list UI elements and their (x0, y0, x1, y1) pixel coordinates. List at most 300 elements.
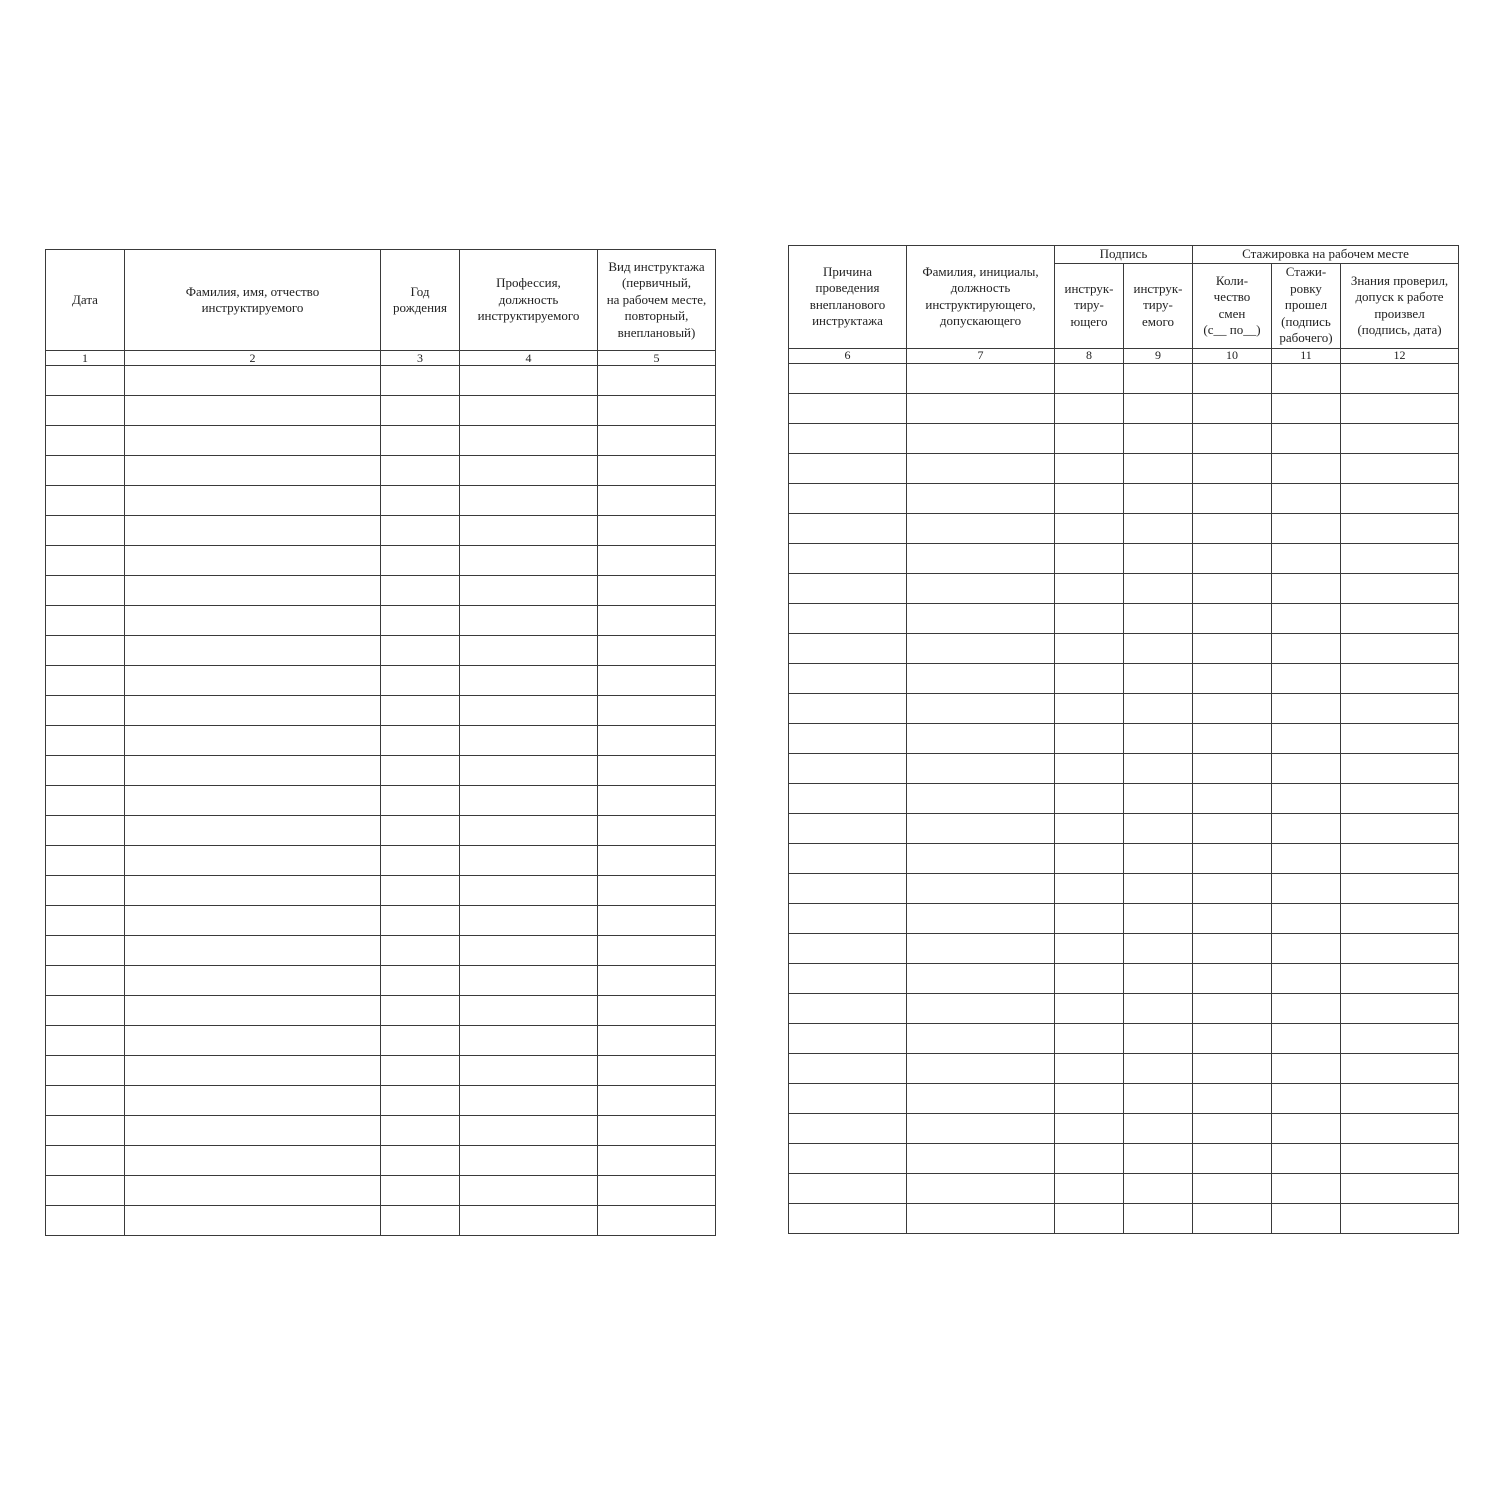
entry-cell[interactable] (789, 813, 907, 843)
entry-cell[interactable] (789, 783, 907, 813)
entry-cell[interactable] (1272, 723, 1341, 753)
entry-cell[interactable] (1124, 1203, 1193, 1233)
entry-cell[interactable] (46, 966, 125, 996)
entry-cell[interactable] (381, 1056, 460, 1086)
entry-cell[interactable] (598, 756, 716, 786)
entry-cell[interactable] (907, 843, 1055, 873)
entry-cell[interactable] (1272, 993, 1341, 1023)
entry-cell[interactable] (1193, 873, 1272, 903)
entry-cell[interactable] (125, 606, 381, 636)
entry-cell[interactable] (125, 366, 381, 396)
entry-cell[interactable] (1124, 663, 1193, 693)
entry-cell[interactable] (1341, 513, 1459, 543)
entry-cell[interactable] (1341, 813, 1459, 843)
entry-cell[interactable] (598, 366, 716, 396)
entry-cell[interactable] (1272, 1113, 1341, 1143)
entry-cell[interactable] (460, 366, 598, 396)
entry-cell[interactable] (1124, 513, 1193, 543)
entry-cell[interactable] (46, 1116, 125, 1146)
entry-cell[interactable] (1124, 1143, 1193, 1173)
entry-cell[interactable] (125, 666, 381, 696)
entry-cell[interactable] (907, 453, 1055, 483)
entry-cell[interactable] (1055, 753, 1124, 783)
entry-cell[interactable] (1272, 753, 1341, 783)
entry-cell[interactable] (1193, 1113, 1272, 1143)
entry-cell[interactable] (1055, 873, 1124, 903)
entry-cell[interactable] (1341, 933, 1459, 963)
entry-cell[interactable] (1124, 783, 1193, 813)
entry-cell[interactable] (460, 906, 598, 936)
entry-cell[interactable] (125, 576, 381, 606)
entry-cell[interactable] (381, 996, 460, 1026)
entry-cell[interactable] (46, 1026, 125, 1056)
entry-cell[interactable] (598, 516, 716, 546)
entry-cell[interactable] (1341, 903, 1459, 933)
entry-cell[interactable] (1124, 933, 1193, 963)
entry-cell[interactable] (381, 1086, 460, 1116)
entry-cell[interactable] (1124, 1023, 1193, 1053)
entry-cell[interactable] (1055, 573, 1124, 603)
entry-cell[interactable] (907, 1173, 1055, 1203)
entry-cell[interactable] (1193, 993, 1272, 1023)
entry-cell[interactable] (1341, 1023, 1459, 1053)
entry-cell[interactable] (1272, 933, 1341, 963)
entry-cell[interactable] (1272, 363, 1341, 393)
entry-cell[interactable] (1055, 543, 1124, 573)
entry-cell[interactable] (907, 1083, 1055, 1113)
entry-cell[interactable] (1124, 453, 1193, 483)
entry-cell[interactable] (789, 1053, 907, 1083)
entry-cell[interactable] (789, 1173, 907, 1203)
entry-cell[interactable] (125, 1146, 381, 1176)
entry-cell[interactable] (125, 396, 381, 426)
entry-cell[interactable] (460, 996, 598, 1026)
entry-cell[interactable] (907, 933, 1055, 963)
entry-cell[interactable] (1124, 603, 1193, 633)
entry-cell[interactable] (1055, 1143, 1124, 1173)
entry-cell[interactable] (1055, 423, 1124, 453)
entry-cell[interactable] (1193, 1053, 1272, 1083)
entry-cell[interactable] (460, 876, 598, 906)
entry-cell[interactable] (381, 876, 460, 906)
entry-cell[interactable] (125, 1026, 381, 1056)
entry-cell[interactable] (598, 1056, 716, 1086)
entry-cell[interactable] (381, 966, 460, 996)
entry-cell[interactable] (789, 363, 907, 393)
entry-cell[interactable] (460, 516, 598, 546)
entry-cell[interactable] (789, 633, 907, 663)
entry-cell[interactable] (1341, 573, 1459, 603)
entry-cell[interactable] (789, 753, 907, 783)
entry-cell[interactable] (125, 636, 381, 666)
entry-cell[interactable] (1193, 1173, 1272, 1203)
entry-cell[interactable] (789, 1143, 907, 1173)
entry-cell[interactable] (1055, 483, 1124, 513)
entry-cell[interactable] (46, 876, 125, 906)
entry-cell[interactable] (460, 456, 598, 486)
entry-cell[interactable] (1341, 1143, 1459, 1173)
entry-cell[interactable] (125, 1086, 381, 1116)
entry-cell[interactable] (598, 816, 716, 846)
entry-cell[interactable] (1341, 753, 1459, 783)
entry-cell[interactable] (460, 816, 598, 846)
entry-cell[interactable] (907, 483, 1055, 513)
entry-cell[interactable] (1124, 693, 1193, 723)
entry-cell[interactable] (907, 963, 1055, 993)
entry-cell[interactable] (381, 1206, 460, 1236)
entry-cell[interactable] (125, 456, 381, 486)
entry-cell[interactable] (381, 816, 460, 846)
entry-cell[interactable] (789, 1083, 907, 1113)
entry-cell[interactable] (598, 606, 716, 636)
entry-cell[interactable] (46, 1206, 125, 1236)
entry-cell[interactable] (907, 1143, 1055, 1173)
entry-cell[interactable] (907, 903, 1055, 933)
entry-cell[interactable] (1272, 813, 1341, 843)
entry-cell[interactable] (598, 1116, 716, 1146)
entry-cell[interactable] (1272, 1083, 1341, 1113)
entry-cell[interactable] (907, 513, 1055, 543)
entry-cell[interactable] (460, 666, 598, 696)
entry-cell[interactable] (46, 816, 125, 846)
entry-cell[interactable] (1272, 483, 1341, 513)
entry-cell[interactable] (1055, 663, 1124, 693)
entry-cell[interactable] (789, 693, 907, 723)
entry-cell[interactable] (1193, 963, 1272, 993)
entry-cell[interactable] (1193, 633, 1272, 663)
entry-cell[interactable] (1193, 933, 1272, 963)
entry-cell[interactable] (1193, 1083, 1272, 1113)
entry-cell[interactable] (1193, 453, 1272, 483)
entry-cell[interactable] (460, 546, 598, 576)
entry-cell[interactable] (1055, 363, 1124, 393)
entry-cell[interactable] (789, 933, 907, 963)
entry-cell[interactable] (381, 1026, 460, 1056)
entry-cell[interactable] (598, 1176, 716, 1206)
entry-cell[interactable] (1193, 483, 1272, 513)
entry-cell[interactable] (460, 966, 598, 996)
entry-cell[interactable] (46, 1086, 125, 1116)
entry-cell[interactable] (789, 963, 907, 993)
entry-cell[interactable] (1272, 513, 1341, 543)
entry-cell[interactable] (460, 1026, 598, 1056)
entry-cell[interactable] (1272, 1053, 1341, 1083)
entry-cell[interactable] (46, 906, 125, 936)
entry-cell[interactable] (125, 1056, 381, 1086)
entry-cell[interactable] (381, 546, 460, 576)
entry-cell[interactable] (1341, 633, 1459, 663)
entry-cell[interactable] (598, 1086, 716, 1116)
entry-cell[interactable] (907, 663, 1055, 693)
entry-cell[interactable] (1341, 663, 1459, 693)
entry-cell[interactable] (1055, 1083, 1124, 1113)
entry-cell[interactable] (1193, 1023, 1272, 1053)
entry-cell[interactable] (907, 753, 1055, 783)
entry-cell[interactable] (1341, 1053, 1459, 1083)
entry-cell[interactable] (460, 576, 598, 606)
entry-cell[interactable] (1272, 843, 1341, 873)
entry-cell[interactable] (460, 1146, 598, 1176)
entry-cell[interactable] (598, 666, 716, 696)
entry-cell[interactable] (598, 996, 716, 1026)
entry-cell[interactable] (1193, 693, 1272, 723)
entry-cell[interactable] (1341, 963, 1459, 993)
entry-cell[interactable] (1055, 1113, 1124, 1143)
entry-cell[interactable] (907, 1203, 1055, 1233)
entry-cell[interactable] (598, 456, 716, 486)
entry-cell[interactable] (460, 426, 598, 456)
entry-cell[interactable] (1341, 453, 1459, 483)
entry-cell[interactable] (46, 1146, 125, 1176)
entry-cell[interactable] (1193, 513, 1272, 543)
entry-cell[interactable] (1055, 813, 1124, 843)
entry-cell[interactable] (1055, 693, 1124, 723)
entry-cell[interactable] (598, 906, 716, 936)
entry-cell[interactable] (907, 723, 1055, 753)
entry-cell[interactable] (46, 996, 125, 1026)
entry-cell[interactable] (598, 636, 716, 666)
entry-cell[interactable] (460, 1086, 598, 1116)
entry-cell[interactable] (1124, 903, 1193, 933)
entry-cell[interactable] (1341, 543, 1459, 573)
entry-cell[interactable] (1272, 1023, 1341, 1053)
entry-cell[interactable] (125, 696, 381, 726)
entry-cell[interactable] (1341, 423, 1459, 453)
entry-cell[interactable] (1193, 423, 1272, 453)
entry-cell[interactable] (125, 786, 381, 816)
entry-cell[interactable] (460, 936, 598, 966)
entry-cell[interactable] (125, 966, 381, 996)
entry-cell[interactable] (1124, 1113, 1193, 1143)
entry-cell[interactable] (46, 936, 125, 966)
entry-cell[interactable] (1193, 663, 1272, 693)
entry-cell[interactable] (125, 906, 381, 936)
entry-cell[interactable] (789, 393, 907, 423)
entry-cell[interactable] (1124, 543, 1193, 573)
entry-cell[interactable] (598, 546, 716, 576)
entry-cell[interactable] (907, 393, 1055, 423)
entry-cell[interactable] (598, 786, 716, 816)
entry-cell[interactable] (381, 636, 460, 666)
entry-cell[interactable] (907, 1113, 1055, 1143)
entry-cell[interactable] (381, 726, 460, 756)
entry-cell[interactable] (789, 1203, 907, 1233)
entry-cell[interactable] (381, 606, 460, 636)
entry-cell[interactable] (1124, 723, 1193, 753)
entry-cell[interactable] (125, 726, 381, 756)
entry-cell[interactable] (381, 786, 460, 816)
entry-cell[interactable] (460, 486, 598, 516)
entry-cell[interactable] (789, 543, 907, 573)
entry-cell[interactable] (1193, 783, 1272, 813)
entry-cell[interactable] (1272, 1203, 1341, 1233)
entry-cell[interactable] (907, 543, 1055, 573)
entry-cell[interactable] (460, 396, 598, 426)
entry-cell[interactable] (46, 606, 125, 636)
entry-cell[interactable] (1193, 903, 1272, 933)
entry-cell[interactable] (125, 1116, 381, 1146)
entry-cell[interactable] (907, 783, 1055, 813)
entry-cell[interactable] (789, 903, 907, 933)
entry-cell[interactable] (125, 516, 381, 546)
entry-cell[interactable] (1124, 1173, 1193, 1203)
entry-cell[interactable] (907, 363, 1055, 393)
entry-cell[interactable] (789, 573, 907, 603)
entry-cell[interactable] (1272, 543, 1341, 573)
entry-cell[interactable] (125, 936, 381, 966)
entry-cell[interactable] (381, 756, 460, 786)
entry-cell[interactable] (460, 756, 598, 786)
entry-cell[interactable] (46, 846, 125, 876)
entry-cell[interactable] (1272, 873, 1341, 903)
entry-cell[interactable] (46, 426, 125, 456)
entry-cell[interactable] (46, 726, 125, 756)
entry-cell[interactable] (125, 846, 381, 876)
entry-cell[interactable] (46, 576, 125, 606)
entry-cell[interactable] (1272, 453, 1341, 483)
entry-cell[interactable] (1272, 663, 1341, 693)
entry-cell[interactable] (381, 696, 460, 726)
entry-cell[interactable] (1341, 723, 1459, 753)
entry-cell[interactable] (46, 396, 125, 426)
entry-cell[interactable] (1055, 1203, 1124, 1233)
entry-cell[interactable] (907, 633, 1055, 663)
entry-cell[interactable] (46, 756, 125, 786)
entry-cell[interactable] (381, 576, 460, 606)
entry-cell[interactable] (1055, 963, 1124, 993)
entry-cell[interactable] (1124, 753, 1193, 783)
entry-cell[interactable] (1193, 393, 1272, 423)
entry-cell[interactable] (381, 486, 460, 516)
entry-cell[interactable] (1055, 933, 1124, 963)
entry-cell[interactable] (460, 1116, 598, 1146)
entry-cell[interactable] (1193, 843, 1272, 873)
entry-cell[interactable] (1124, 363, 1193, 393)
entry-cell[interactable] (46, 1056, 125, 1086)
entry-cell[interactable] (1272, 1173, 1341, 1203)
entry-cell[interactable] (1055, 723, 1124, 753)
entry-cell[interactable] (1124, 873, 1193, 903)
entry-cell[interactable] (1124, 963, 1193, 993)
entry-cell[interactable] (1272, 393, 1341, 423)
entry-cell[interactable] (125, 816, 381, 846)
entry-cell[interactable] (125, 426, 381, 456)
entry-cell[interactable] (598, 396, 716, 426)
entry-cell[interactable] (1193, 1143, 1272, 1173)
entry-cell[interactable] (907, 423, 1055, 453)
entry-cell[interactable] (460, 1206, 598, 1236)
entry-cell[interactable] (125, 486, 381, 516)
entry-cell[interactable] (1272, 783, 1341, 813)
entry-cell[interactable] (1341, 1083, 1459, 1113)
entry-cell[interactable] (907, 993, 1055, 1023)
entry-cell[interactable] (1272, 603, 1341, 633)
entry-cell[interactable] (381, 456, 460, 486)
entry-cell[interactable] (598, 486, 716, 516)
entry-cell[interactable] (381, 366, 460, 396)
entry-cell[interactable] (125, 1176, 381, 1206)
entry-cell[interactable] (46, 1176, 125, 1206)
entry-cell[interactable] (789, 603, 907, 633)
entry-cell[interactable] (1272, 903, 1341, 933)
entry-cell[interactable] (381, 1146, 460, 1176)
entry-cell[interactable] (1124, 813, 1193, 843)
entry-cell[interactable] (460, 846, 598, 876)
entry-cell[interactable] (907, 573, 1055, 603)
entry-cell[interactable] (381, 516, 460, 546)
entry-cell[interactable] (46, 456, 125, 486)
entry-cell[interactable] (598, 936, 716, 966)
entry-cell[interactable] (381, 936, 460, 966)
entry-cell[interactable] (460, 636, 598, 666)
entry-cell[interactable] (46, 636, 125, 666)
entry-cell[interactable] (907, 603, 1055, 633)
entry-cell[interactable] (1055, 513, 1124, 543)
entry-cell[interactable] (1341, 483, 1459, 513)
entry-cell[interactable] (125, 1206, 381, 1236)
entry-cell[interactable] (1193, 813, 1272, 843)
entry-cell[interactable] (789, 723, 907, 753)
entry-cell[interactable] (789, 1023, 907, 1053)
entry-cell[interactable] (46, 666, 125, 696)
entry-cell[interactable] (46, 546, 125, 576)
entry-cell[interactable] (1124, 1053, 1193, 1083)
entry-cell[interactable] (1272, 963, 1341, 993)
entry-cell[interactable] (125, 996, 381, 1026)
entry-cell[interactable] (1193, 1203, 1272, 1233)
entry-cell[interactable] (598, 1026, 716, 1056)
entry-cell[interactable] (1055, 1023, 1124, 1053)
entry-cell[interactable] (1193, 363, 1272, 393)
entry-cell[interactable] (460, 1176, 598, 1206)
entry-cell[interactable] (460, 786, 598, 816)
entry-cell[interactable] (598, 966, 716, 996)
entry-cell[interactable] (598, 876, 716, 906)
entry-cell[interactable] (1055, 903, 1124, 933)
entry-cell[interactable] (1272, 693, 1341, 723)
entry-cell[interactable] (125, 876, 381, 906)
entry-cell[interactable] (381, 1116, 460, 1146)
entry-cell[interactable] (1341, 1173, 1459, 1203)
entry-cell[interactable] (1341, 993, 1459, 1023)
entry-cell[interactable] (1055, 783, 1124, 813)
entry-cell[interactable] (1193, 603, 1272, 633)
entry-cell[interactable] (46, 486, 125, 516)
entry-cell[interactable] (789, 993, 907, 1023)
entry-cell[interactable] (1055, 633, 1124, 663)
entry-cell[interactable] (1055, 1173, 1124, 1203)
entry-cell[interactable] (1193, 723, 1272, 753)
entry-cell[interactable] (789, 663, 907, 693)
entry-cell[interactable] (125, 546, 381, 576)
entry-cell[interactable] (1124, 423, 1193, 453)
entry-cell[interactable] (598, 696, 716, 726)
entry-cell[interactable] (1341, 393, 1459, 423)
entry-cell[interactable] (381, 1176, 460, 1206)
entry-cell[interactable] (1124, 633, 1193, 663)
entry-cell[interactable] (907, 1023, 1055, 1053)
entry-cell[interactable] (907, 1053, 1055, 1083)
entry-cell[interactable] (381, 846, 460, 876)
entry-cell[interactable] (381, 906, 460, 936)
entry-cell[interactable] (598, 846, 716, 876)
entry-cell[interactable] (598, 726, 716, 756)
entry-cell[interactable] (46, 696, 125, 726)
entry-cell[interactable] (46, 786, 125, 816)
entry-cell[interactable] (1124, 1083, 1193, 1113)
entry-cell[interactable] (460, 696, 598, 726)
entry-cell[interactable] (907, 873, 1055, 903)
